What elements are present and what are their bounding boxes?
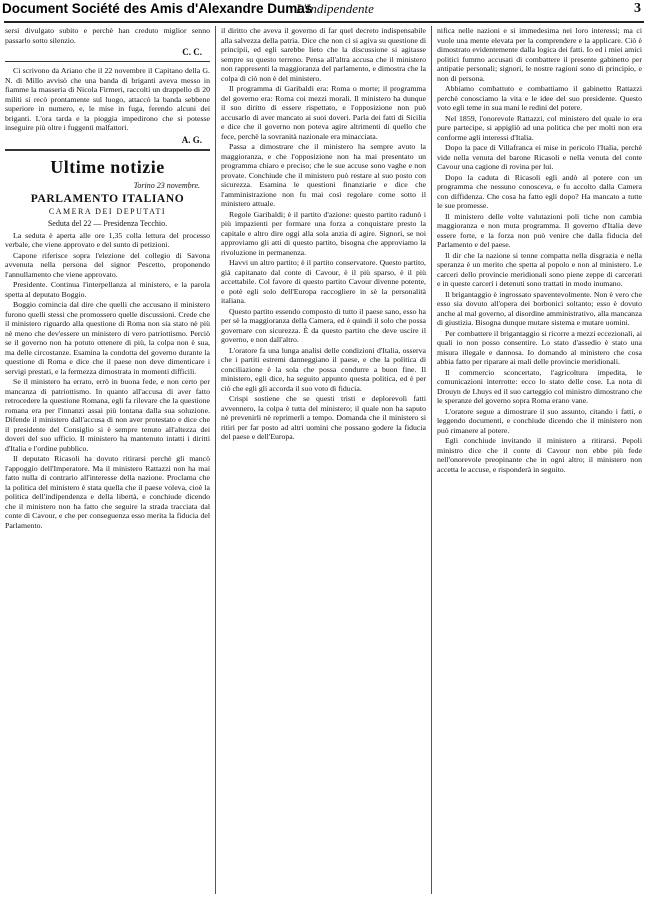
article-paragraph: L'oratore fa una lunga analisi delle condizioni d'Italia, osserva che i partiti estremi danneggiano il paese, e che la politica di conciliazione è la sola che possa condurre a buon fine. Il ministero, egli dice, ha seguito appunto questa politica, ed è per ciò che egli gli accorda il suo voto di fiducia.	[221, 345, 426, 393]
header-rule	[4, 21, 644, 23]
article-paragraph: Se il ministero ha errato, errò in buona fede, e non certo per mancanza di patriottismo. In quanto all'accusa di aver fatto retrocedere la questione Romana, egli fa rilevare che la questione romana era per l'innanzi assai più lontana dalla sua soluzione. Difende il ministero dall'accusa di non aver protestato e dice che il presidente del Consiglio si è sempre tenuto all'altezza dei doveri del suo ufficio. Il ministero ha mantenuto intatti i diritti d'Italia e l'ordine pubblico.	[5, 377, 210, 453]
article-paragraph: Egli conchiude invitando il ministero a ritirarsi. Pepoli ministro dice che il conte di Cavour non ebbe più fede nell'onorevole preopinante che in ogni altro; il ministero non accetta le accuse, e risponderà in seguito.	[437, 436, 642, 474]
article-paragraph: Il brigantaggio è ingrossato spaventevolmente. Non è vero che esso sia dovuto all'opera dei borbonici soltanto; esso è dovuto anche al mal governo, al disordine amministrativo, alla mancanza di giustizia. Bisogna dunque mutare sistema e mutare uomini.	[437, 289, 642, 327]
article-paragraph: L'oratore segue a dimostrare il suo assunto, citando i fatti, e leggendo documenti, e conchiude dicendo che il ministero non può rimanere al potere.	[437, 406, 642, 435]
article-paragraph: Regole Garibaldi; è il partito d'azione: questo partito radunò i più impazienti per formare una forza a conquistare presto la capitale e altro dire oggi alla sola anzia di agire. Signori, se noi approviamo gli atti di questo partito, bisogna che approviamo la rivoluzione in permanenza.	[221, 209, 426, 257]
page-number: 3	[634, 1, 641, 16]
dateline: Torino 23 novembre.	[133, 180, 200, 190]
section-title: Ultime notizie	[50, 156, 165, 177]
article-paragraph: Il deputato Ricasoli ha dovuto ritirarsi perchè gli mancò l'appoggio dell'Imperatore. Ma il ministero Rattazzi non ha mai fatto nulla di contrario all'interesse della nazione. Proclama che la politica del ministero è stata quella che il paese voleva, cioè la politica dell'indipendenza e della libertà, e conchiude dicendo che il ministero non ha fatto che seguire la strada tracciata dal conte di Cavour, e che per conseguenza esso merita la fiducia del Parlamento.	[5, 454, 210, 530]
article-paragraph: Crispi sostiene che se questi tristi e deplorevoli fatti avvennero, la colpa è tutta del ministero; il quale non ha saputo nè prevenirli nè reprimerli a tempo. Domanda che il ministero si ritiri per far posto ad altri uomini che possano godere la fiducia del paese e dell'Europa.	[221, 394, 426, 441]
column-1	[5, 26, 210, 896]
newspaper-masthead: L'Indipendente	[296, 1, 374, 16]
article-paragraph: Dopo la pace di Villafranca ei mise in pericolo l'Italia, perchè vide nella venuta del barone Ricasoli e nella venuta del conte Cavour una cagione di rovina per lui.	[437, 143, 642, 171]
article-paragraph: Il dir che la nazione si tenne compatta nella disgrazia e nella speranza è un merito che spetta al popolo e non al ministero. Le carceri dello provincie meridionali sono piene zeppe di carcerati e in queste carceri i detenuti sono trattati in modo inumano.	[437, 250, 642, 288]
article-paragraph: Dopo la caduta di Ricasoli egli andò al potere con un programma che nessuno conosceva, e fu accolto dalla Camera con diffidenza. Che cosa ha fatto egli dopo? Ha mancato a tutte le sue promesse.	[437, 172, 642, 210]
article-paragraph: Il ministero delle volte valutazioni poli tiche non cambia maggioranza e non muta programma. Il governo d'Italia deve essere forte, e la forza non può venire che dalla fiducia del Parlamento e del paese.	[437, 211, 642, 249]
article-paragraph: Questo partito essendo composto di tutto il paese sano, esso ha per sè la maggioranza della Camera, ed è quindi il solo che possa governare con sicurezza. È da questo partito che deve uscire il governo, e non dall'altro.	[221, 306, 426, 344]
chamber-heading: CAMERA DEI DEPUTATI	[48, 206, 167, 216]
article-paragraph: Il programma di Garibaldi era: Roma o morte; il programma del governo era: Roma coi mezzi morali. Il ministero ha dunque il suo diritto di essere rispettato, e l'opposizione non può accusarlo di aver mancato ai suoi doveri. Parla dei fatti di Sicilia e dice che il governo non poteva agire altrimenti di quello che fece, perchè la sovranità nazionale era minacciata.	[221, 84, 426, 141]
column-2	[221, 26, 426, 896]
article-paragraph: Capone riferisce sopra l'elezione del collegio di Savona avvenuta nella persona del signor Pescetto, proponendo l'annullamento che viene approvato.	[5, 250, 210, 279]
article-paragraph: nifica nelle nazioni e si immedesima nei loro interessi; ma ci vuole una mente elevata per la comprendere e la applicare. Ciò è dimostrato evidentemente dalla logica dei fatti. Io ed i miei amici politici fummo accusati di combattere il presente gabinetto per antipatie personali; signori, le nostre ragioni sono di principio, e non di persona.	[437, 26, 642, 83]
column-separator	[215, 26, 216, 894]
article-paragraph: sersi divulgato subito e perchè han creduto miglior senno passarlo sotto silenzio.	[5, 26, 210, 45]
article-paragraph: Boggio comincia dal dire che quelli che accusano il ministero furono quelli stessi che promossero quelle discussioni. Crede che il ministero riguardo alla questione di Roma non sia stato nè più nè meno che dev'essere un ministero di vero patriottismo. Perciò se il governo non ha potuto ottenere di più, la colpa non è sua, ma delle circostanze. Esamina la condotta del governo durante la questione di Roma e dice che il paese non deve dimenticare i servigi prestati, e la fermezza dimostrata in momenti difficili.	[5, 300, 210, 376]
article-paragraph: Ci scrivono da Ariano che il 22 novembre il Capitano della G. N. di Millo avvisò che una banda di briganti aveva messo in fiamme la masseria di Nicola Firmeri, raccolti un drappello di 20 militi si recò prontamente sul luogo, attaccò la banda sebbene superiore in numero, e, le mise in fuga, ferendo alcuni dei briganti. L'ora tarda e la pioggia impedirono che si potesse inseguire più oltre i fuggenti malfattori.	[5, 66, 210, 132]
parliament-heading: PARLAMENTO ITALIANO	[30, 192, 185, 205]
signature: C. C.	[182, 47, 202, 57]
article-paragraph: Havvi un altro partito; è il partito conservatore. Questo partito, già capitanato dal conte di Cavour, è il più sparso, è il più accettabile. Col favore di questo partito Cavour divenne potente, e potè egli solo dell'Europa raccogliere in sè la personalità italiana.	[221, 258, 426, 305]
article-paragraph: La seduta è aperta alle ore 1,35 colla lettura del processo verbale, che viene approvato e del sunto di petizioni.	[5, 230, 210, 249]
session-line: Seduta del 22 — Presidenza Tecchio.	[47, 218, 168, 228]
column-3	[437, 26, 642, 896]
signature: A. G.	[181, 134, 202, 145]
page-header	[0, 0, 649, 20]
article-paragraph: Per combattere il brigantaggio si ricorre a mezzi eccezionali, ai quali io non posso consentire. Lo stato d'assedio è stato una misura illegale e dannosa. Io domando al ministero che cosa abbia fatto per riparare ai mali delle provincie meridionali.	[437, 328, 642, 366]
article-paragraph: Passa a dimostrare che il ministero ha sempre avuto la maggioranza, e che l'opposizione non ha mai presentato un programma chiaro e preciso; che le sue accuse sono vaghe e non provate. Conchiude che il ministero può restare al suo posto con sicurezza. Esamina le questioni finanziarie e dice che l'amministrazione non fu mai così regolare come sotto il ministero attuale.	[221, 142, 426, 208]
divider	[5, 149, 210, 151]
archive-watermark: Document Société des Amis d'Alexandre Dumas	[2, 1, 313, 16]
article-paragraph: il diritto che aveva il governo di far quel decreto indispensabile alla salvezza della patria. Dice che non ci si agiva su questione di principii, ed egli sarebbe lieto che la discussione si agitasse sempre su questo terreno. Pensa all'altra accusa che il ministero non rappresenti la maggioranza del parlamento, e dimostra che la colpa di ciò non è del ministero.	[221, 26, 426, 83]
column-separator	[431, 26, 432, 894]
article-paragraph: Nel 1859, l'onorevole Rattazzi, col ministero del quale io era pure partecipe, si appigliò ad una politica che per molti non era conforme agli interessi d'Italia.	[437, 113, 642, 142]
article-paragraph: Il commercio sconcertato, l'agricoltura impedita, le comunicazioni interrotte: ecco lo stato delle cose. La nota di Drouyn de Lhuys ed il suo carteggio col ministro dimostrano che le speranze del governo sopra Roma erano vane.	[437, 367, 642, 405]
article-paragraph: Presidente. Continua l'interpellanza al ministero, e la parola spetta al deputato Boggio.	[5, 280, 210, 299]
divider	[5, 61, 210, 62]
article-paragraph: Abbiamo combattuto e combattiamo il gabinetto Rattazzi perchè conosciamo la vita e le idee del suo presidente. Questo voto egli teme in sua mani le redini del potere.	[437, 84, 642, 112]
